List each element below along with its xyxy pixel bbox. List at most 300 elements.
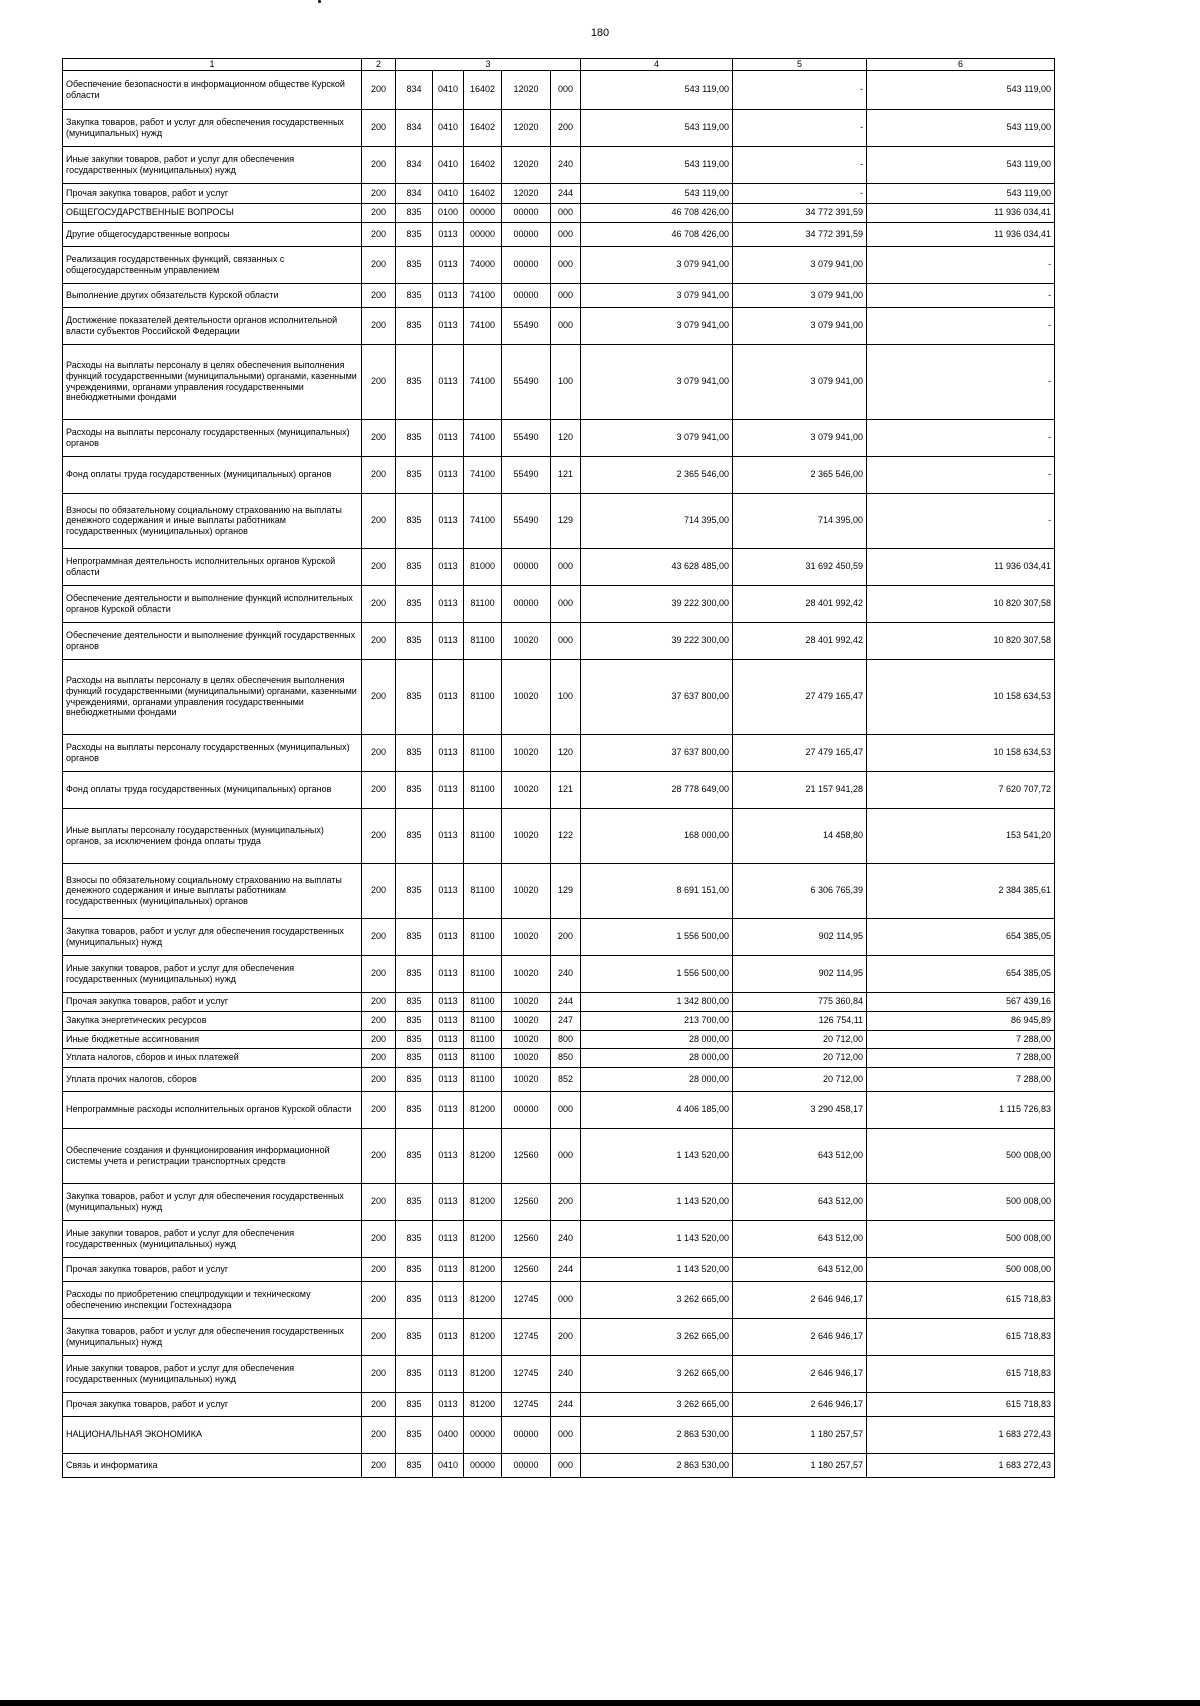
row-v5-cell: - — [733, 109, 867, 146]
row-v5-cell: 31 692 450,59 — [733, 548, 867, 585]
row-c-cell: 81200 — [464, 1091, 502, 1128]
row-name-cell: Прочая закупка товаров, работ и услуг — [63, 1392, 362, 1416]
row-b-cell: 0400 — [433, 1416, 464, 1453]
row-d-cell: 00000 — [502, 283, 551, 307]
row-e-cell: 121 — [551, 456, 581, 493]
row-v5-cell: 27 479 165,47 — [733, 734, 867, 771]
row-v5-cell: 3 079 941,00 — [733, 419, 867, 456]
row-v4-cell: 213 700,00 — [581, 1011, 733, 1030]
row-g-cell: 200 — [362, 1416, 396, 1453]
row-e-cell: 100 — [551, 659, 581, 734]
row-b-cell: 0113 — [433, 918, 464, 955]
row-d-cell: 12560 — [502, 1220, 551, 1257]
row-e-cell: 120 — [551, 734, 581, 771]
row-v5-cell: 2 365 546,00 — [733, 456, 867, 493]
row-d-cell: 12745 — [502, 1281, 551, 1318]
row-e-cell: 000 — [551, 1128, 581, 1183]
row-v5-cell: 27 479 165,47 — [733, 659, 867, 734]
table-row — [63, 146, 1055, 183]
row-b-cell: 0410 — [433, 1453, 464, 1477]
row-v4-cell: 28 000,00 — [581, 1067, 733, 1091]
row-e-cell: 200 — [551, 1318, 581, 1355]
row-a-cell: 834 — [396, 70, 433, 109]
row-c-cell: 81200 — [464, 1355, 502, 1392]
row-g-cell: 200 — [362, 808, 396, 863]
row-a-cell: 835 — [396, 1318, 433, 1355]
row-a-cell: 835 — [396, 456, 433, 493]
row-v5-cell: 20 712,00 — [733, 1030, 867, 1048]
table-row — [63, 771, 1055, 808]
row-b-cell: 0113 — [433, 1281, 464, 1318]
row-d-cell: 55490 — [502, 419, 551, 456]
table-row — [63, 1392, 1055, 1416]
row-v6-cell: 615 718,83 — [867, 1355, 1055, 1392]
row-v5-cell: 2 646 946,17 — [733, 1318, 867, 1355]
row-c-cell: 81100 — [464, 1048, 502, 1067]
row-e-cell: 000 — [551, 246, 581, 283]
row-e-cell: 000 — [551, 548, 581, 585]
row-c-cell: 16402 — [464, 109, 502, 146]
table-row — [63, 734, 1055, 771]
row-d-cell: 10020 — [502, 955, 551, 992]
row-d-cell: 55490 — [502, 307, 551, 344]
row-e-cell: 244 — [551, 183, 581, 203]
row-v4-cell: 3 262 665,00 — [581, 1281, 733, 1318]
row-b-cell: 0113 — [433, 246, 464, 283]
row-name-cell: Взносы по обязательному социальному страхованию на выплаты денежного содержания и иные выплаты работникам государственных (муниципальных) органов — [63, 863, 362, 918]
row-v6-cell: 10 158 634,53 — [867, 659, 1055, 734]
row-e-cell: 000 — [551, 585, 581, 622]
row-v6-cell: - — [867, 419, 1055, 456]
row-a-cell: 835 — [396, 622, 433, 659]
row-a-cell: 835 — [396, 344, 433, 419]
row-v5-cell: 3 290 458,17 — [733, 1091, 867, 1128]
row-c-cell: 81100 — [464, 585, 502, 622]
row-d-cell: 12020 — [502, 146, 551, 183]
row-a-cell: 835 — [396, 771, 433, 808]
row-v4-cell: 3 262 665,00 — [581, 1318, 733, 1355]
row-v6-cell: 11 936 034,41 — [867, 222, 1055, 246]
row-b-cell: 0113 — [433, 992, 464, 1011]
row-g-cell: 200 — [362, 109, 396, 146]
row-d-cell: 10020 — [502, 808, 551, 863]
row-g-cell: 200 — [362, 1355, 396, 1392]
row-a-cell: 834 — [396, 183, 433, 203]
row-v4-cell: 1 556 500,00 — [581, 918, 733, 955]
row-e-cell: 120 — [551, 419, 581, 456]
row-c-cell: 74100 — [464, 344, 502, 419]
row-d-cell: 12745 — [502, 1355, 551, 1392]
row-g-cell: 200 — [362, 918, 396, 955]
row-v6-cell: 654 385,05 — [867, 918, 1055, 955]
table-row — [63, 1030, 1055, 1048]
row-name-cell: Расходы по приобретению спецпродукции и техническому обеспечению инспекции Гостехнадзора — [63, 1281, 362, 1318]
row-b-cell: 0113 — [433, 1355, 464, 1392]
table-row — [63, 456, 1055, 493]
row-a-cell: 835 — [396, 548, 433, 585]
row-name-cell: ОБЩЕГОСУДАРСТВЕННЫЕ ВОПРОСЫ — [63, 203, 362, 222]
table-row — [63, 1128, 1055, 1183]
row-b-cell: 0113 — [433, 1128, 464, 1183]
row-a-cell: 835 — [396, 246, 433, 283]
row-d-cell: 10020 — [502, 771, 551, 808]
row-e-cell: 200 — [551, 109, 581, 146]
row-a-cell: 834 — [396, 146, 433, 183]
row-a-cell: 835 — [396, 1048, 433, 1067]
row-name-cell: Расходы на выплаты персоналу государственных (муниципальных) органов — [63, 419, 362, 456]
row-e-cell: 200 — [551, 918, 581, 955]
row-g-cell: 200 — [362, 1048, 396, 1067]
row-c-cell: 81100 — [464, 955, 502, 992]
table-row — [63, 863, 1055, 918]
row-v6-cell: 543 119,00 — [867, 183, 1055, 203]
row-a-cell: 835 — [396, 1183, 433, 1220]
row-v5-cell: 28 401 992,42 — [733, 585, 867, 622]
row-c-cell: 81100 — [464, 1030, 502, 1048]
row-v4-cell: 28 778 649,00 — [581, 771, 733, 808]
row-v4-cell: 3 079 941,00 — [581, 307, 733, 344]
row-d-cell: 00000 — [502, 1091, 551, 1128]
row-e-cell: 200 — [551, 1183, 581, 1220]
row-d-cell: 55490 — [502, 344, 551, 419]
row-d-cell: 12745 — [502, 1392, 551, 1416]
table-row — [63, 344, 1055, 419]
row-g-cell: 200 — [362, 146, 396, 183]
table-row — [63, 419, 1055, 456]
row-d-cell: 00000 — [502, 1416, 551, 1453]
row-c-cell: 81200 — [464, 1318, 502, 1355]
table-row — [63, 659, 1055, 734]
row-c-cell: 81100 — [464, 771, 502, 808]
row-b-cell: 0113 — [433, 622, 464, 659]
row-e-cell: 244 — [551, 1392, 581, 1416]
header-row — [63, 59, 1055, 71]
row-a-cell: 835 — [396, 585, 433, 622]
table-row — [63, 955, 1055, 992]
row-b-cell: 0113 — [433, 548, 464, 585]
row-b-cell: 0113 — [433, 771, 464, 808]
row-b-cell: 0113 — [433, 1183, 464, 1220]
row-v6-cell: - — [867, 307, 1055, 344]
row-c-cell: 81200 — [464, 1281, 502, 1318]
row-a-cell: 835 — [396, 1030, 433, 1048]
row-a-cell: 835 — [396, 1220, 433, 1257]
row-d-cell: 10020 — [502, 659, 551, 734]
row-b-cell: 0410 — [433, 109, 464, 146]
row-b-cell: 0410 — [433, 70, 464, 109]
row-v5-cell: 3 079 941,00 — [733, 246, 867, 283]
table-row — [63, 1257, 1055, 1281]
row-v6-cell: 543 119,00 — [867, 70, 1055, 109]
row-e-cell: 852 — [551, 1067, 581, 1091]
row-a-cell: 835 — [396, 283, 433, 307]
row-d-cell: 12560 — [502, 1183, 551, 1220]
row-e-cell: 129 — [551, 493, 581, 548]
row-d-cell: 55490 — [502, 456, 551, 493]
row-d-cell: 12560 — [502, 1128, 551, 1183]
row-name-cell: Расходы на выплаты персоналу в целях обеспечения выполнения функций государственными (муниципальными) органами, казенными учреждениями, органами управления государственными внебюджетными фондами — [63, 344, 362, 419]
row-v6-cell: 86 945,89 — [867, 1011, 1055, 1030]
row-name-cell: Уплата прочих налогов, сборов — [63, 1067, 362, 1091]
table-row — [63, 246, 1055, 283]
header-col-3: 3 — [396, 59, 581, 71]
table-row — [63, 1183, 1055, 1220]
table-row — [63, 808, 1055, 863]
row-name-cell: Достижение показателей деятельности органов исполнительной власти субъектов Российской Федерации — [63, 307, 362, 344]
table-row — [63, 1281, 1055, 1318]
row-c-cell: 74100 — [464, 419, 502, 456]
row-v4-cell: 3 079 941,00 — [581, 246, 733, 283]
row-v6-cell: 7 620 707,72 — [867, 771, 1055, 808]
row-v5-cell: 643 512,00 — [733, 1257, 867, 1281]
row-v5-cell: 3 079 941,00 — [733, 344, 867, 419]
row-a-cell: 835 — [396, 1091, 433, 1128]
row-g-cell: 200 — [362, 1220, 396, 1257]
row-e-cell: 244 — [551, 992, 581, 1011]
row-v4-cell: 39 222 300,00 — [581, 622, 733, 659]
row-a-cell: 835 — [396, 1392, 433, 1416]
row-v6-cell: 500 008,00 — [867, 1183, 1055, 1220]
row-g-cell: 200 — [362, 1281, 396, 1318]
row-d-cell: 12560 — [502, 1257, 551, 1281]
row-a-cell: 835 — [396, 1355, 433, 1392]
row-v4-cell: 3 262 665,00 — [581, 1355, 733, 1392]
row-v5-cell: 3 079 941,00 — [733, 283, 867, 307]
row-c-cell: 74000 — [464, 246, 502, 283]
row-v5-cell: 902 114,95 — [733, 955, 867, 992]
row-v5-cell: 2 646 946,17 — [733, 1281, 867, 1318]
row-c-cell: 81100 — [464, 622, 502, 659]
row-g-cell: 200 — [362, 955, 396, 992]
table-row — [63, 183, 1055, 203]
table-row — [63, 1011, 1055, 1030]
row-v4-cell: 168 000,00 — [581, 808, 733, 863]
row-v6-cell: - — [867, 493, 1055, 548]
row-name-cell: Иные закупки товаров, работ и услуг для обеспечения государственных (муниципальных) нужд — [63, 955, 362, 992]
row-d-cell: 00000 — [502, 246, 551, 283]
row-a-cell: 835 — [396, 863, 433, 918]
row-v6-cell: 11 936 034,41 — [867, 203, 1055, 222]
row-e-cell: 244 — [551, 1257, 581, 1281]
table-row — [63, 585, 1055, 622]
row-g-cell: 200 — [362, 734, 396, 771]
row-b-cell: 0113 — [433, 222, 464, 246]
row-v5-cell: 20 712,00 — [733, 1048, 867, 1067]
row-v6-cell: 543 119,00 — [867, 109, 1055, 146]
page-number: 180 — [590, 27, 610, 39]
row-d-cell: 10020 — [502, 863, 551, 918]
row-name-cell: Расходы на выплаты персоналу государственных (муниципальных) органов — [63, 734, 362, 771]
row-v4-cell: 37 637 800,00 — [581, 734, 733, 771]
budget-table — [62, 58, 1055, 1478]
row-v4-cell: 46 708 426,00 — [581, 203, 733, 222]
row-v5-cell: 643 512,00 — [733, 1183, 867, 1220]
row-v5-cell: 34 772 391,59 — [733, 222, 867, 246]
row-g-cell: 200 — [362, 283, 396, 307]
row-d-cell: 00000 — [502, 1453, 551, 1477]
row-v4-cell: 1 143 520,00 — [581, 1220, 733, 1257]
row-b-cell: 0410 — [433, 146, 464, 183]
row-e-cell: 000 — [551, 203, 581, 222]
row-e-cell: 000 — [551, 1091, 581, 1128]
row-name-cell: Прочая закупка товаров, работ и услуг — [63, 1257, 362, 1281]
table-row — [63, 109, 1055, 146]
row-a-cell: 835 — [396, 808, 433, 863]
header-col-6: 6 — [867, 59, 1055, 71]
row-v6-cell: - — [867, 344, 1055, 419]
table-row — [63, 70, 1055, 109]
row-b-cell: 0100 — [433, 203, 464, 222]
row-e-cell: 100 — [551, 344, 581, 419]
row-v6-cell: 2 384 385,61 — [867, 863, 1055, 918]
row-v4-cell: 543 119,00 — [581, 109, 733, 146]
row-v6-cell: 10 820 307,58 — [867, 622, 1055, 659]
row-b-cell: 0410 — [433, 183, 464, 203]
row-c-cell: 81100 — [464, 659, 502, 734]
table-row — [63, 918, 1055, 955]
row-g-cell: 200 — [362, 622, 396, 659]
row-g-cell: 200 — [362, 863, 396, 918]
row-v4-cell: 1 556 500,00 — [581, 955, 733, 992]
row-g-cell: 200 — [362, 203, 396, 222]
row-v5-cell: - — [733, 70, 867, 109]
row-v5-cell: 126 754,11 — [733, 1011, 867, 1030]
row-c-cell: 00000 — [464, 1453, 502, 1477]
row-c-cell: 74100 — [464, 456, 502, 493]
row-c-cell: 81100 — [464, 992, 502, 1011]
table-row — [63, 548, 1055, 585]
scan-speck — [318, 0, 321, 3]
row-v4-cell: 1 143 520,00 — [581, 1183, 733, 1220]
row-c-cell: 81100 — [464, 918, 502, 955]
row-g-cell: 200 — [362, 1067, 396, 1091]
row-b-cell: 0113 — [433, 493, 464, 548]
row-c-cell: 81100 — [464, 863, 502, 918]
table-row — [63, 992, 1055, 1011]
row-e-cell: 240 — [551, 1220, 581, 1257]
row-e-cell: 240 — [551, 955, 581, 992]
row-g-cell: 200 — [362, 419, 396, 456]
row-v4-cell: 2 365 546,00 — [581, 456, 733, 493]
row-v4-cell: 8 691 151,00 — [581, 863, 733, 918]
header-col-5: 5 — [733, 59, 867, 71]
row-b-cell: 0113 — [433, 863, 464, 918]
row-v4-cell: 3 079 941,00 — [581, 344, 733, 419]
row-v5-cell: 3 079 941,00 — [733, 307, 867, 344]
row-name-cell: Прочая закупка товаров, работ и услуг — [63, 183, 362, 203]
row-d-cell: 12745 — [502, 1318, 551, 1355]
header-col-1: 1 — [63, 59, 362, 71]
row-name-cell: Прочая закупка товаров, работ и услуг — [63, 992, 362, 1011]
row-g-cell: 200 — [362, 1257, 396, 1281]
row-name-cell: Реализация государственных функций, связанных с общегосударственным управлением — [63, 246, 362, 283]
row-e-cell: 121 — [551, 771, 581, 808]
row-v4-cell: 543 119,00 — [581, 146, 733, 183]
row-v5-cell: 1 180 257,57 — [733, 1453, 867, 1477]
row-c-cell: 16402 — [464, 146, 502, 183]
row-v6-cell: - — [867, 456, 1055, 493]
row-d-cell: 10020 — [502, 622, 551, 659]
row-b-cell: 0113 — [433, 1318, 464, 1355]
row-name-cell: Выполнение других обязательств Курской области — [63, 283, 362, 307]
row-b-cell: 0113 — [433, 1091, 464, 1128]
table-row — [63, 493, 1055, 548]
row-v5-cell: 714 395,00 — [733, 493, 867, 548]
row-v6-cell: 1 683 272,43 — [867, 1416, 1055, 1453]
row-e-cell: 000 — [551, 307, 581, 344]
row-name-cell: Закупка товаров, работ и услуг для обеспечения государственных (муниципальных) нужд — [63, 109, 362, 146]
table-row — [63, 1453, 1055, 1477]
row-b-cell: 0113 — [433, 1048, 464, 1067]
row-v6-cell: 153 541,20 — [867, 808, 1055, 863]
row-c-cell: 81200 — [464, 1220, 502, 1257]
row-v5-cell: 28 401 992,42 — [733, 622, 867, 659]
row-b-cell: 0113 — [433, 1392, 464, 1416]
row-a-cell: 835 — [396, 918, 433, 955]
table-row — [63, 622, 1055, 659]
table-row — [63, 283, 1055, 307]
row-a-cell: 835 — [396, 734, 433, 771]
row-v6-cell: - — [867, 246, 1055, 283]
row-v6-cell: 7 288,00 — [867, 1030, 1055, 1048]
table-row — [63, 1067, 1055, 1091]
row-v6-cell: 7 288,00 — [867, 1067, 1055, 1091]
row-v5-cell: 2 646 946,17 — [733, 1392, 867, 1416]
row-name-cell: Фонд оплаты труда государственных (муниципальных) органов — [63, 456, 362, 493]
row-name-cell: Обеспечение деятельности и выполнение функций исполнительных органов Курской области — [63, 585, 362, 622]
row-b-cell: 0113 — [433, 456, 464, 493]
table-row — [63, 307, 1055, 344]
table-row — [63, 1091, 1055, 1128]
row-c-cell: 00000 — [464, 203, 502, 222]
row-v4-cell: 3 079 941,00 — [581, 419, 733, 456]
row-v6-cell: - — [867, 283, 1055, 307]
row-b-cell: 0113 — [433, 307, 464, 344]
row-d-cell: 12020 — [502, 183, 551, 203]
row-d-cell: 55490 — [502, 493, 551, 548]
row-name-cell: Расходы на выплаты персоналу в целях обеспечения выполнения функций государственными (муниципальными) органами, казенными учреждениями, органами управления государственными внебюджетными фондами — [63, 659, 362, 734]
row-name-cell: Закупка энергетических ресурсов — [63, 1011, 362, 1030]
header-col-2: 2 — [362, 59, 396, 71]
row-name-cell: НАЦИОНАЛЬНАЯ ЭКОНОМИКА — [63, 1416, 362, 1453]
row-name-cell: Иные закупки товаров, работ и услуг для обеспечения государственных (муниципальных) нужд — [63, 146, 362, 183]
row-a-cell: 835 — [396, 1281, 433, 1318]
row-b-cell: 0113 — [433, 1067, 464, 1091]
row-g-cell: 200 — [362, 585, 396, 622]
row-g-cell: 200 — [362, 548, 396, 585]
table-row — [63, 1416, 1055, 1453]
row-name-cell: Закупка товаров, работ и услуг для обеспечения государственных (муниципальных) нужд — [63, 918, 362, 955]
row-a-cell: 835 — [396, 203, 433, 222]
row-v5-cell: - — [733, 146, 867, 183]
row-a-cell: 835 — [396, 1067, 433, 1091]
row-e-cell: 247 — [551, 1011, 581, 1030]
row-v5-cell: 643 512,00 — [733, 1128, 867, 1183]
row-name-cell: Обеспечение создания и функционирования информационной системы учета и регистрации транспортных средств — [63, 1128, 362, 1183]
row-v4-cell: 4 406 185,00 — [581, 1091, 733, 1128]
row-c-cell: 81000 — [464, 548, 502, 585]
row-c-cell: 16402 — [464, 70, 502, 109]
row-b-cell: 0113 — [433, 419, 464, 456]
table-row — [63, 203, 1055, 222]
row-v6-cell: 11 936 034,41 — [867, 548, 1055, 585]
row-v6-cell: 543 119,00 — [867, 146, 1055, 183]
table-row — [63, 1220, 1055, 1257]
row-v5-cell: 14 458,80 — [733, 808, 867, 863]
row-g-cell: 200 — [362, 456, 396, 493]
row-v4-cell: 2 863 530,00 — [581, 1416, 733, 1453]
row-b-cell: 0113 — [433, 808, 464, 863]
